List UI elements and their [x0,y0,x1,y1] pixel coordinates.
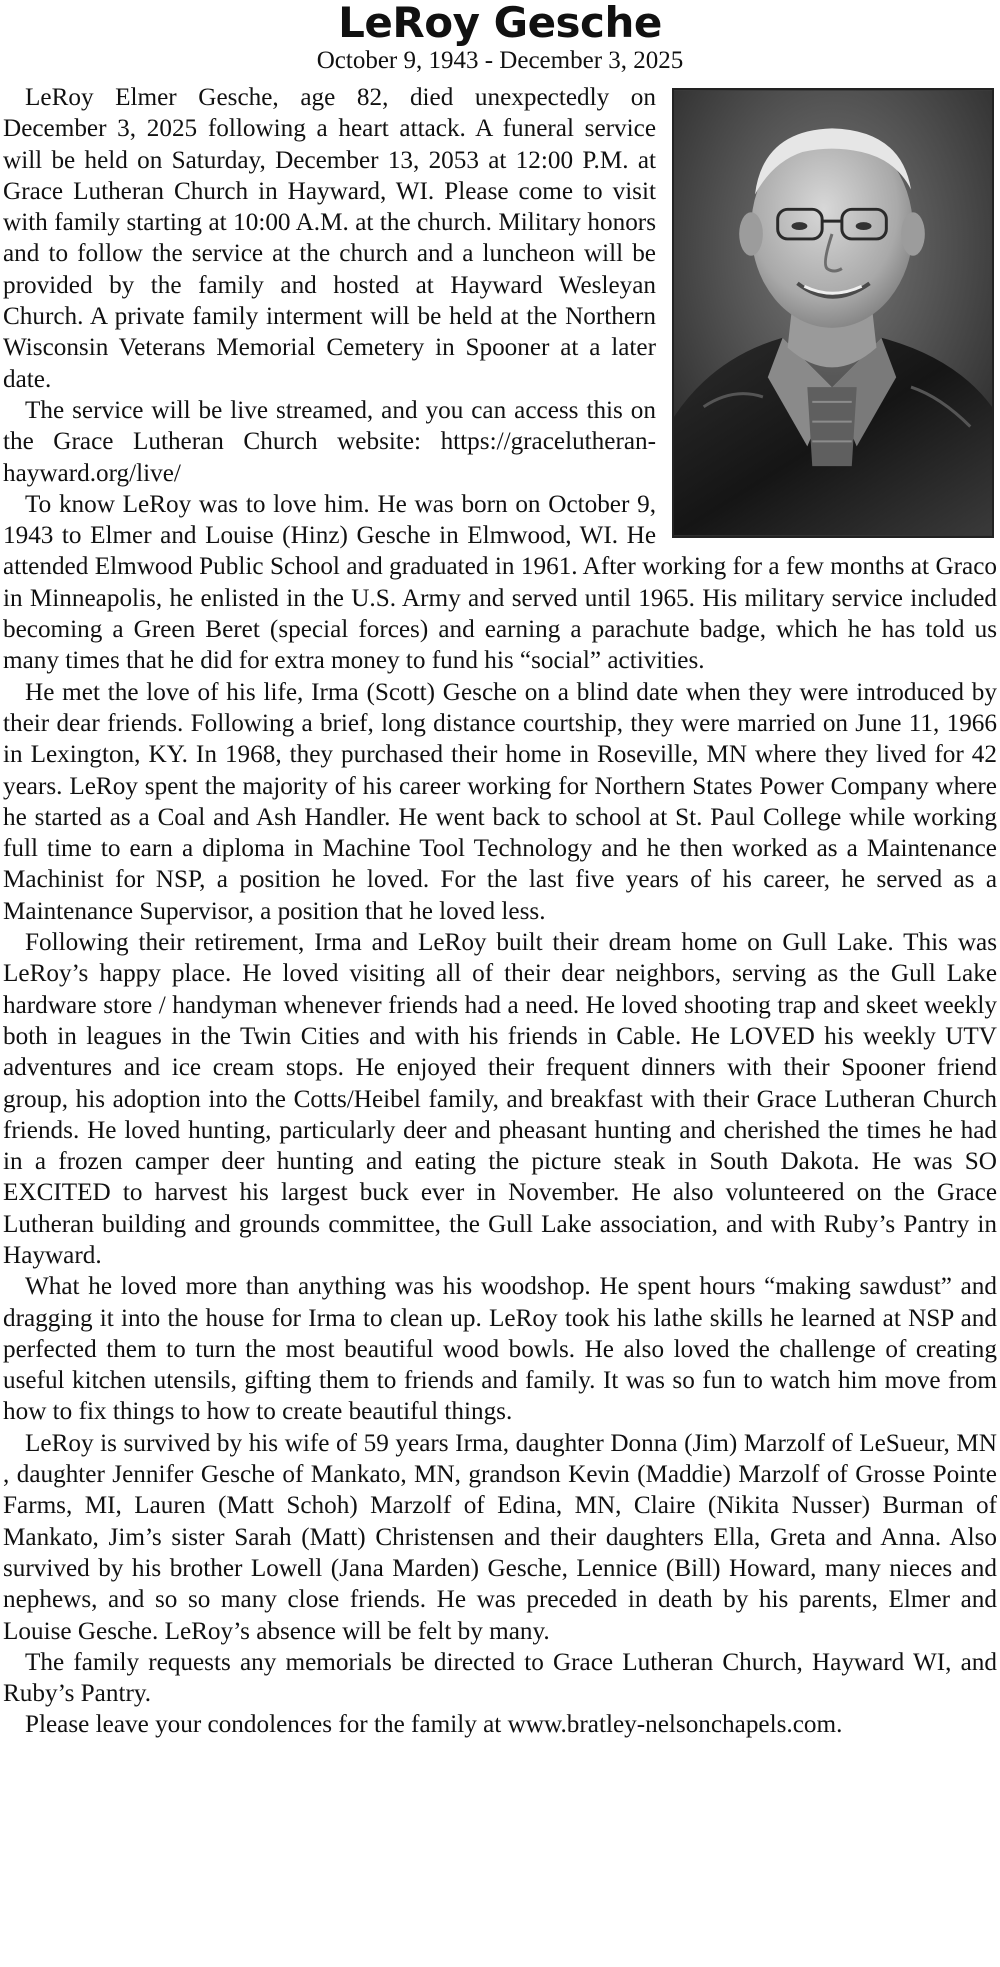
paragraph-woodshop: What he loved more than anything was his woodshop. He spent hours “making sawdust” and dragging it into the house for Irma to clean up. LeRoy took his lathe skills he learned at NSP and perfected them to turn the most beautiful wood bowls. He also loved the challenge of creating useful kitchen utensils, gifting them to friends and family. It was so fun to watch him move from how to fix things to how to create beautiful things. [3,1273,997,1426]
portrait-image [674,90,992,536]
portrait-photo [672,88,994,538]
paragraph-retirement: Following their retirement, Irma and LeRoy built their dream home on Gull Lake. This was LeRoy’s happy place. He loved visiting all of their dear neighbors, serving as the Gull Lake hardware store / handyman whenever friends had a need. He loved shooting trap and skeet weekly both in leagues in the Twin Cities and with his friends in Cable. He LOVED his weekly UTV adventures and ice cream stops. He enjoyed their frequent dinners with their Spooner friend group, his adoption into the Cotts/Heibel family, and breakfast with their Grace Lutheran Church friends. He loved hunting, particularly deer and pheasant hunting and cherished the times he had in a frozen camper deer hunting and eating the picture steak in South Dakota. He was SO EXCITED to harvest his largest buck ever in November. He also volunteered on the Grace Lutheran building and grounds committee, the Gull Lake association, and with Ruby’s Pantry in Hayward. [3,929,997,1269]
paragraph-livestream: The service will be live streamed, and you can access this on the Grace Lutheran Church website: https://gracelutheran-hayward.org/live/ [3,396,656,487]
paragraph-marriage-career: He met the love of his life, Irma (Scott) Gesche on a blind date when they were introduced by their dear friends. Following a brief, long distance courtship, they were married on June 11, 1966 in Lexington, KY. In 1968, they purchased their home in Roseville, MN where they lived for 42 years. LeRoy spent the majority of his career working for Northern States Power Company where he started as a Coal and Ash Handler. He went back to school at St. Paul College while working full time to earn a diploma in Machine Tool Technology and he then worked as a Maintenance Machinist for NSP, a position he loved. For the last five years of his career, he served as a Maintenance Supervisor, a position that he loved less. [3,678,997,925]
paragraph-memorials: The family requests any memorials be directed to Grace Lutheran Church, Hayward WI, and Ruby’s Pantry. [3,1648,997,1708]
life-dates: October 9, 1943 - December 3, 2025 [316,47,684,74]
obituary-body [3,82,997,1741]
paragraph-early-life: To know LeRoy was to love him. He was born on October 9, 1943 to Elmer and Louise (Hinz) Gesche in Elmwood, WI. He attended Elmwood Public School and graduated in 1961. After working for a few months at Graco in Minneapolis, he enlisted in the U.S. Army and served until 1965. His military service included becoming a Green Beret (special forces) and earning a parachute badge, which he has told us many times that he did for extra money to fund his “social” activities. [3,490,997,675]
paragraph-death-notice: LeRoy Elmer Gesche, age 82, died unexpectedly on December 3, 2025 following a heart attack. A funeral service will be held on Saturday, December 13, 2053 at 12:00 P.M. at Grace Lutheran Church in Hayward, WI. Please come to visit with family starting at 10:00 A.M. at the church. Military honors and to follow the service at the church and a luncheon will be provided by the family and hosted at Hayward Wesleyan Church. A private family interment will be held at the Northern Wisconsin Veterans Memorial Cemetery in Spooner at a later date. [3,84,656,393]
obituary-name-heading: LeRoy Gesche [338,0,662,47]
paragraph-survivors: LeRoy is survived by his wife of 59 years Irma, daughter Donna (Jim) Marzolf of LeSueur, MN , daughter Jennifer Gesche of Mankato, MN, grandson Kevin (Maddie) Marzolf of Grosse Pointe Farms, MI, Lauren (Matt Schoh) Marzolf of Edina, MN, Claire (Nikita Nusser) Burman of Mankato, Jim’s sister Sarah (Matt) Christensen and their daughters Ella, Greta and Anna. Also survived by his brother Lowell (Jana Marden) Gesche, Lennice (Bill) Howard, many nieces and nephews, and so so many close friends. He was preceded in death by his parents, Elmer and Louise Gesche. LeRoy’s absence will be felt by many. [3,1429,997,1645]
paragraph-condolences: Please leave your condolences for the family at www.bratley-nelsonchapels.com. [25,1711,843,1739]
